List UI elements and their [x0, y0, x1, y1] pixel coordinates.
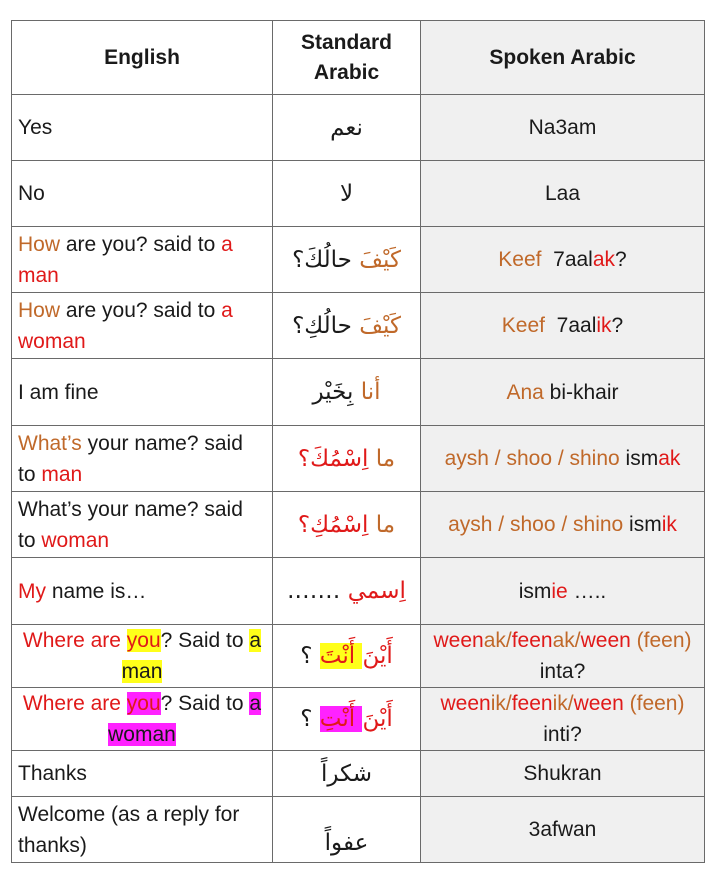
table-row — [12, 426, 705, 492]
english-cell: Where are you? Said to a woman — [12, 688, 273, 751]
standard-arabic-cell: لا — [273, 161, 421, 227]
standard-arabic-cell: ما اِسْمُكِ؟ — [273, 492, 421, 558]
english-cell: Thanks — [12, 751, 273, 797]
table-row — [12, 625, 705, 688]
table-row — [12, 797, 705, 863]
standard-arabic-cell: ما اِسْمُكَ؟ — [273, 426, 421, 492]
standard-arabic-cell: اِسمي ……. — [273, 558, 421, 625]
header-row — [12, 21, 705, 95]
phrase-table — [11, 20, 705, 863]
standard-arabic-cell: أَيْنَ أَنْتَ ؟ — [273, 625, 421, 688]
english-cell: No — [12, 161, 273, 227]
english-cell: How are you? said to a woman — [12, 293, 273, 359]
english-cell: My name is… — [12, 558, 273, 625]
highlight-anta: أَنْتَ — [319, 643, 363, 669]
standard-arabic-cell: أنا بِخَيْر — [273, 359, 421, 426]
english-cell: What’s your name? said to woman — [12, 492, 273, 558]
spoken-arabic-cell: weenak/feenak/ween (feen) inta? — [421, 625, 705, 688]
table-row — [12, 751, 705, 797]
standard-arabic-cell: شكراً — [273, 751, 421, 797]
header-spoken-arabic: Spoken Arabic — [421, 21, 705, 95]
highlight-a-woman: a woman — [108, 692, 262, 746]
english-cell: I am fine — [12, 359, 273, 426]
highlight-you: you — [126, 629, 161, 652]
spoken-arabic-cell: aysh / shoo / shino ismak — [421, 426, 705, 492]
highlight-anti: أَنْتِ — [319, 706, 363, 732]
english-cell: Where are you? Said to a man — [12, 625, 273, 688]
standard-arabic-cell: كَيْفَ حالُكِ؟ — [273, 293, 421, 359]
table-row — [12, 359, 705, 426]
header-english: English — [12, 21, 273, 95]
table-row — [12, 227, 705, 293]
english-cell: Welcome (as a reply for thanks) — [12, 797, 273, 863]
standard-arabic-cell: نعم — [273, 95, 421, 161]
header-standard-arabic: Standard Arabic — [273, 21, 421, 95]
english-cell: How are you? said to a man — [12, 227, 273, 293]
spoken-arabic-cell: Keef 7aalak? — [421, 227, 705, 293]
spoken-arabic-cell: Shukran — [421, 751, 705, 797]
spoken-arabic-cell: aysh / shoo / shino ismik — [421, 492, 705, 558]
table-row — [12, 293, 705, 359]
table-row — [12, 688, 705, 751]
standard-arabic-cell: أَيْنَ أَنْتِ ؟ — [273, 688, 421, 751]
highlight-you: you — [126, 692, 161, 715]
table-row — [12, 558, 705, 625]
table-row — [12, 95, 705, 161]
spoken-arabic-cell: weenik/feenik/ween (feen) inti? — [421, 688, 705, 751]
spoken-arabic-cell: Na3am — [421, 95, 705, 161]
english-cell: Yes — [12, 95, 273, 161]
highlight-a-man: a man — [121, 629, 262, 683]
spoken-arabic-cell: Ana bi-khair — [421, 359, 705, 426]
table-row — [12, 161, 705, 227]
spoken-arabic-cell: Laa — [421, 161, 705, 227]
spoken-arabic-cell: ismie ….. — [421, 558, 705, 625]
english-cell: What’s your name? said to man — [12, 426, 273, 492]
table-row — [12, 492, 705, 558]
standard-arabic-cell: عفواً — [273, 797, 421, 863]
spoken-arabic-cell: Keef 7aalik? — [421, 293, 705, 359]
standard-arabic-cell: كَيْفَ حالُكَ؟ — [273, 227, 421, 293]
spoken-arabic-cell: 3afwan — [421, 797, 705, 863]
